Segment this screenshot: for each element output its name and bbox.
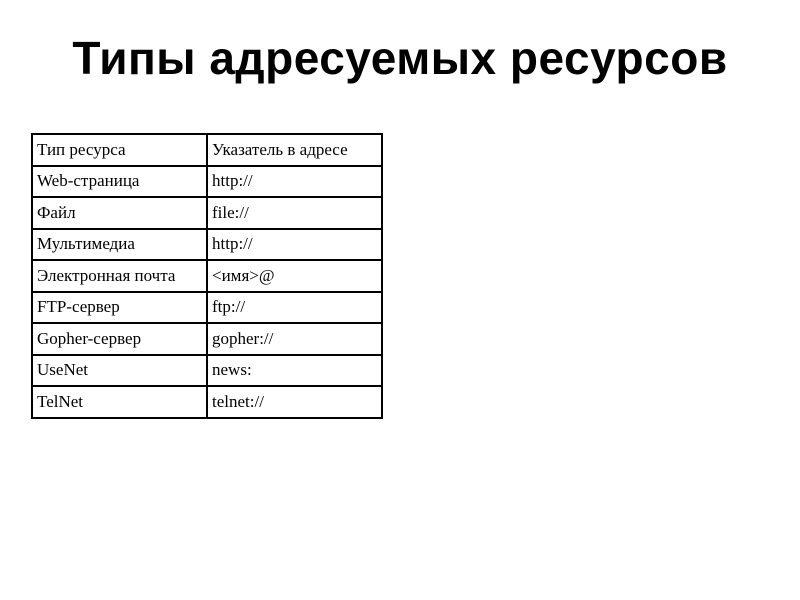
resource-type-cell: TelNet — [32, 386, 207, 418]
address-prefix-cell: http:// — [207, 229, 382, 261]
resource-type-cell: UseNet — [32, 355, 207, 387]
table-row — [32, 229, 382, 261]
resource-types-table — [31, 133, 383, 419]
address-prefix-cell: telnet:// — [207, 386, 382, 418]
slide-title: Типы адресуемых ресурсов — [72, 32, 728, 84]
address-prefix-cell: file:// — [207, 197, 382, 229]
table-header-row — [32, 134, 382, 166]
address-prefix-cell: <имя>@ — [207, 260, 382, 292]
address-prefix-cell: ftp:// — [207, 292, 382, 324]
resource-type-cell: Файл — [32, 197, 207, 229]
table-row — [32, 260, 382, 292]
address-prefix-cell: news: — [207, 355, 382, 387]
table-row — [32, 355, 382, 387]
resource-type-cell: Мультимедиа — [32, 229, 207, 261]
header-cell-resource-type: Тип ресурса — [32, 134, 207, 166]
address-prefix-cell: http:// — [207, 166, 382, 198]
header-cell-address-prefix: Указатель в адресе — [207, 134, 382, 166]
resource-type-cell: Web-страница — [32, 166, 207, 198]
resource-type-cell: FTP-сервер — [32, 292, 207, 324]
table-row — [32, 197, 382, 229]
table-row — [32, 323, 382, 355]
resource-type-cell: Электронная почта — [32, 260, 207, 292]
resource-type-cell: Gopher-сервер — [32, 323, 207, 355]
address-prefix-cell: gopher:// — [207, 323, 382, 355]
table-row — [32, 166, 382, 198]
table-row — [32, 386, 382, 418]
table-row — [32, 292, 382, 324]
